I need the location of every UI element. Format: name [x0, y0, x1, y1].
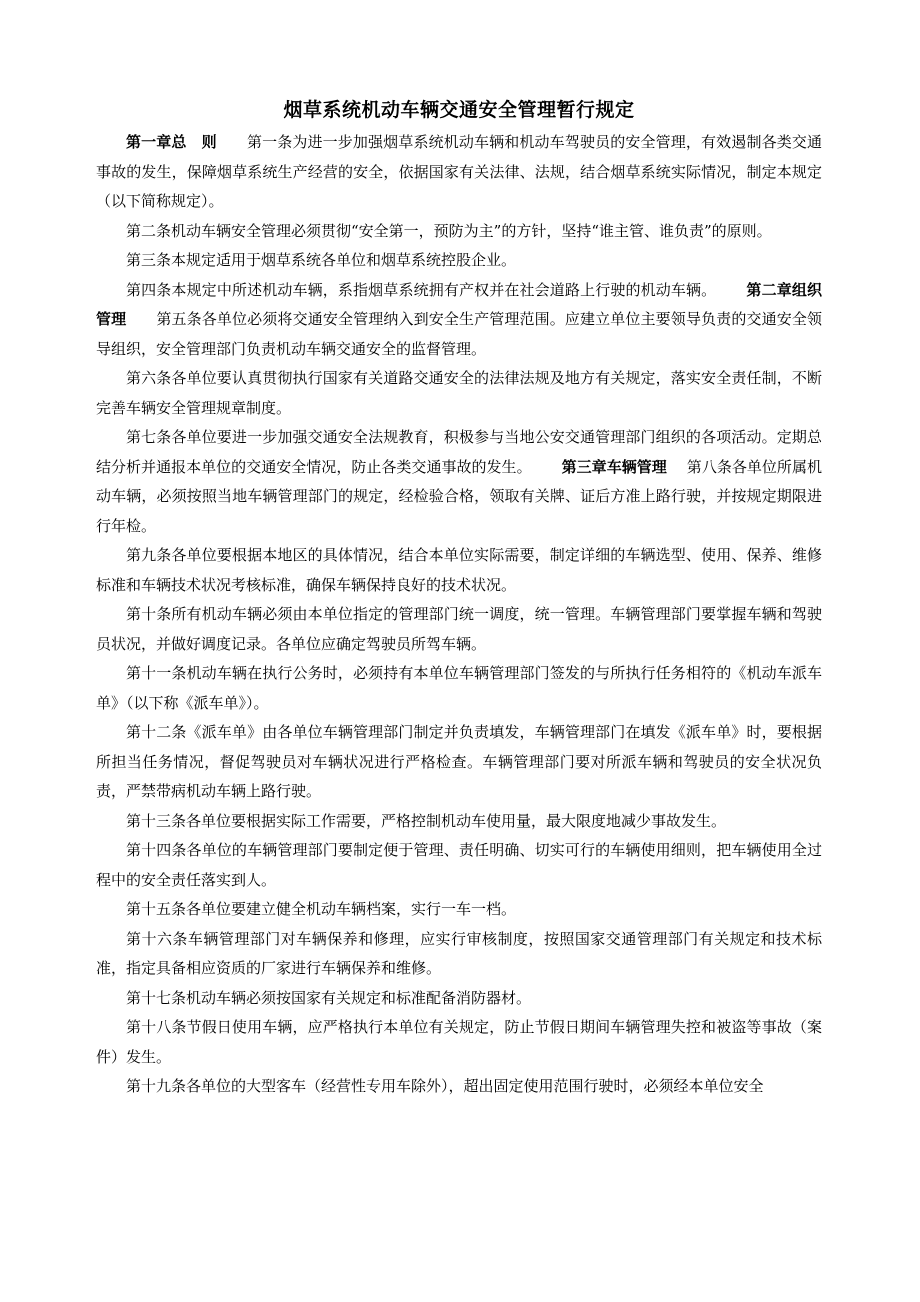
- paragraph-article-7: [96, 423, 822, 541]
- article-5: 第五条各单位必须将交通安全管理纳入到安全生产管理范围。应建立单位主要领导负责的交通安全领导组织，安全管理部门负责机动车辆交通安全的监督管理。: [96, 310, 822, 358]
- chapter-3-heading: 第三章车辆管理: [561, 457, 667, 476]
- paragraph-article-3: [96, 246, 822, 276]
- paragraph-article-10: [96, 600, 822, 659]
- article-16: 第十六条车辆管理部门对车辆保养和修理，应实行审核制度，按照国家交通管理部门有关规定和技术标准，指定具备相应资质的厂家进行车辆保养和维修。: [96, 929, 822, 977]
- article-7: 第七条各单位要进一步加强交通安全法规教育，积极参与当地公安交通管理部门组织的各项活动。定期总结分析并通报本单位的交通安全情况，防止各类交通事故的发生。: [96, 428, 822, 476]
- article-17: 第十七条机动车辆必须按国家有关规定和标准配备消防器材。: [126, 988, 532, 1007]
- article-14: 第十四条各单位的车辆管理部门要制定便于管理、责任明确、切实可行的车辆使用细则，把车辆使用全过程中的安全责任落实到人。: [96, 841, 822, 889]
- article-2: 第二条机动车辆安全管理必须贯彻“安全第一，预防为主”的方针，坚持“谁主管、谁负责”的原则。: [126, 221, 772, 240]
- paragraph-article-19: [96, 1072, 822, 1102]
- article-12: 第十二条《派车单》由各单位车辆管理部门制定并负责填发，车辆管理部门在填发《派车单》时，要根据所担当任务情况，督促驾驶员对车辆状况进行严格检查。车辆管理部门要对所派车辆和驾驶员的安全状况负责，严禁带病机动车辆上路行驶。: [96, 723, 822, 800]
- document-title: 烟草系统机动车辆交通安全管理暂行规定: [283, 99, 635, 121]
- paragraph-article-17: [96, 984, 822, 1014]
- paragraph-article-4: [96, 276, 822, 365]
- article-6: 第六条各单位要认真贯彻执行国家有关道路交通安全的法律法规及地方有关规定，落实安全责任制，不断完善车辆安全管理规章制度。: [96, 369, 822, 417]
- paragraph-article-16: [96, 925, 822, 984]
- paragraph-article-2: [96, 217, 822, 247]
- document-page: [96, 96, 822, 1102]
- paragraph-article-15: [96, 895, 822, 925]
- paragraph-article-14: [96, 836, 822, 895]
- chapter-1-heading: 第一章总 则: [126, 133, 217, 151]
- paragraph-article-11: [96, 659, 822, 718]
- paragraph-article-6: [96, 364, 822, 423]
- article-19: 第十九条各单位的大型客车（经营性专用车除外），超出固定使用范围行驶时，必须经本单位安全: [126, 1077, 764, 1095]
- paragraph-article-1: [96, 128, 822, 217]
- paragraph-article-12: [96, 718, 822, 807]
- article-3: 第三条本规定适用于烟草系统各单位和烟草系统控股企业。: [126, 251, 517, 269]
- paragraph-article-9: [96, 541, 822, 600]
- article-11: 第十一条机动车辆在执行公务时，必须持有本单位车辆管理部门签发的与所执行任务相符的《机动车派车单》（以下称《派车单》）。: [96, 664, 822, 712]
- paragraph-article-13: [96, 807, 822, 837]
- article-9: 第九条各单位要根据本地区的具体情况，结合本单位实际需要，制定详细的车辆选型、使用、保养、维修标准和车辆技术状况考核标准，确保车辆保持良好的技术状况。: [96, 546, 822, 594]
- article-1: 第一条为进一步加强烟草系统机动车辆和机动车驾驶员的安全管理，有效遏制各类交通事故的发生，保障烟草系统生产经营的安全，依据国家有关法律、法规，结合烟草系统实际情况，制定本规定（以下简称规定）。: [96, 133, 822, 210]
- article-8: 第八条各单位所属机动车辆，必须按照当地车辆管理部门的规定，经检验合格，领取有关牌、证后方准上路行驶，并按规定期限进行年检。: [96, 457, 822, 535]
- paragraph-article-18: [96, 1013, 822, 1072]
- article-18: 第十八条节假日使用车辆，应严格执行本单位有关规定，防止节假日期间车辆管理失控和被盗等事故（案件）发生。: [96, 1018, 822, 1066]
- article-4: 第四条本规定中所述机动车辆，系指烟草系统拥有产权并在社会道路上行驶的机动车辆。: [126, 280, 717, 299]
- chapter-2-heading: 第二章组织管理: [96, 280, 822, 328]
- article-13: 第十三条各单位要根据实际工作需要，严格控制机动车使用量，最大限度地减少事故发生。: [126, 811, 727, 830]
- article-10: 第十条所有机动车辆必须由本单位指定的管理部门统一调度，统一管理。车辆管理部门要掌握车辆和驾驶员状况，并做好调度记录。各单位应确定驾驶员所驾车辆。: [96, 605, 822, 653]
- article-15: 第十五条各单位要建立健全机动车辆档案，实行一车一档。: [126, 900, 517, 918]
